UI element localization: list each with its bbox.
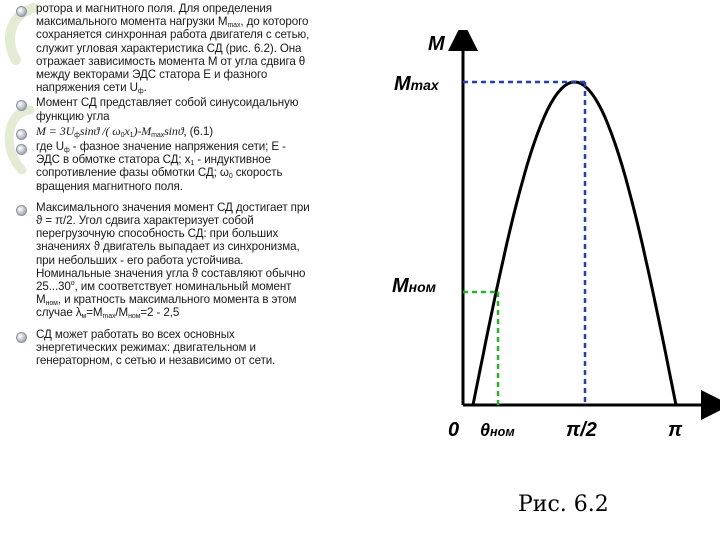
y-axis-label bbox=[428, 33, 446, 55]
pi2-label bbox=[566, 419, 597, 441]
bullet-text bbox=[36, 2, 309, 94]
text-run: ф bbox=[74, 131, 80, 139]
text-run: . bbox=[143, 81, 147, 95]
bullet-list bbox=[14, 2, 310, 369]
text-run: - фазное значение напряжения сети; Е - ЭДС в обмотке статора СД; x bbox=[36, 140, 286, 167]
text-run: Максимального значения момент СД достигает при ϑ = π/2. Угол сдвига характеризует собой перегрузочную способность СД: при больших значениях ϑ двигатель выпадает из синхронизма, при небольших - его работа устойчива. Номинальные значения угла ϑ составляют обычно 25...30 bbox=[36, 200, 310, 294]
pi2-label-main: π/2 bbox=[566, 419, 597, 441]
text-run: 0 bbox=[120, 131, 125, 139]
mnom-label-main: M bbox=[392, 275, 409, 297]
text-run: ротора и магнитного поля. Для определения максимального момента нагрузки М bbox=[36, 2, 272, 29]
text-run: ф bbox=[137, 88, 144, 96]
text-run: max bbox=[151, 131, 165, 139]
text-run: max bbox=[102, 313, 116, 321]
text-run: где U bbox=[36, 140, 65, 154]
theta-nom-label-main: θ bbox=[480, 420, 491, 440]
bullet-icon bbox=[16, 6, 27, 17]
text-run: о bbox=[70, 280, 75, 288]
bullet-icon bbox=[16, 332, 27, 343]
text-run: max bbox=[227, 22, 241, 30]
text-run: =2 - 2,5 bbox=[140, 306, 180, 320]
text-run: 1 bbox=[129, 131, 134, 139]
bullet-icon bbox=[16, 205, 27, 216]
text-run: x bbox=[124, 123, 130, 138]
text-run: sinϑ /( ω bbox=[79, 123, 121, 138]
bullet-text bbox=[36, 328, 275, 367]
mmax-label-main: M bbox=[394, 73, 411, 95]
bullet-item bbox=[14, 125, 310, 138]
bullet-text bbox=[36, 201, 310, 320]
text-run: =М bbox=[86, 306, 103, 320]
origin-label-main: 0 bbox=[448, 419, 460, 441]
text-run: , им соответствует номинальный момент М bbox=[36, 280, 292, 307]
theta-nom-label-sub: ном bbox=[490, 425, 515, 439]
text-run: sinϑ, bbox=[164, 123, 187, 138]
text-run: ф bbox=[64, 147, 70, 155]
bullet-text bbox=[36, 140, 286, 193]
bullet-text bbox=[36, 125, 213, 138]
x-axis-label-main: π bbox=[668, 419, 683, 441]
y-axis-label-main: M bbox=[428, 33, 445, 55]
angular-characteristic-figure bbox=[390, 30, 720, 530]
bullet-item bbox=[14, 140, 310, 193]
text-run: м bbox=[81, 313, 87, 321]
text-run: скорость вращения магнитного поля. bbox=[36, 166, 283, 193]
figure-caption: Рис. 6.2 bbox=[518, 492, 609, 517]
theta-nom-label bbox=[480, 420, 515, 440]
text-run: Момент СД представляет собой синусоидальную функцию угла bbox=[36, 96, 299, 123]
bullet-text bbox=[36, 96, 298, 122]
text-run: СД может работать во всех основных энергетических режимах: двигательном и генераторном, с сетью и независимо от сети. bbox=[36, 327, 276, 368]
origin-label bbox=[448, 419, 459, 441]
bullet-item bbox=[14, 96, 310, 122]
text-run: /М bbox=[115, 306, 129, 320]
text-run: ном bbox=[45, 300, 58, 308]
text-run: 0 bbox=[228, 173, 233, 181]
text-run: (6.1) bbox=[186, 124, 213, 138]
bullet-icon bbox=[16, 129, 27, 140]
text-run: 1 bbox=[190, 160, 195, 168]
bullet-icon bbox=[16, 144, 27, 155]
text-run: , до которого сохраняется синхронная работа двигателя с сетью, служит угловая характеристика СД (рис. 6.2). Она отражает зависимость момента М от угла сдвига θ между векторами ЭДС статора Е и фазного напряжения сети U bbox=[36, 15, 310, 95]
mnom-label bbox=[392, 275, 437, 297]
text-run: - индуктивное сопротивление фазы обмотки СД; ω bbox=[36, 153, 271, 180]
bullet-item bbox=[14, 201, 310, 320]
bullet-item bbox=[14, 2, 310, 94]
x-axis-label bbox=[668, 419, 683, 441]
moment-curve bbox=[473, 82, 676, 405]
mmax-label bbox=[394, 73, 440, 95]
text-run: )-M bbox=[133, 123, 152, 138]
text-run: , и кратность максимального момента в этом случае λ bbox=[36, 293, 297, 320]
mmax-label-sub: max bbox=[410, 77, 439, 93]
bullet-icon bbox=[16, 100, 27, 111]
mnom-label-sub: ном bbox=[408, 279, 437, 295]
text-run: ном bbox=[128, 313, 141, 321]
bullet-item bbox=[14, 328, 310, 368]
text-run: M = 3U bbox=[36, 123, 75, 138]
